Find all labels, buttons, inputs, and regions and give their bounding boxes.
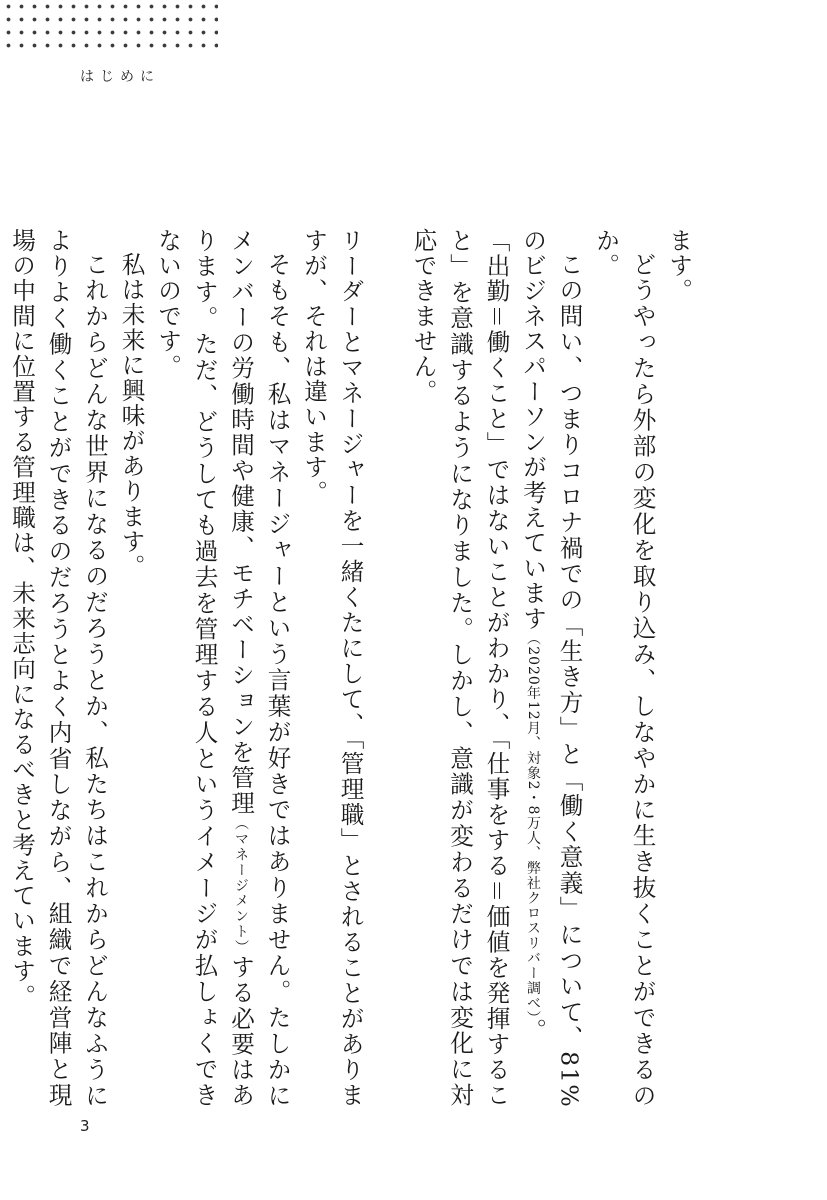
decorative-dot-pattern [0,0,218,48]
paragraph-3-end: 。 [519,1018,547,1044]
page-number: 3 [80,1117,90,1135]
paragraph-5: リーダーとマネージャーを一緒くたにして、「管理職」とされることがありますが、それは違います。 [300,228,365,1108]
paragraph-2: どうやったら外部の変化を取り込み、しなやかに生き抜くことができるのか。 [592,228,657,1108]
body-text [4,228,698,1108]
paragraph-8: これからどんな世界になるのだろうとか、私たちはこれからどんなふうによりよく働くことができるのだろうとよく内省しながら、組織で経営陣と現場の中間に位置する管理職は、未来志向になるべきと考えています。 [8,228,109,1108]
paragraph-3 [515,228,588,1108]
management-note: （マネージメント） [233,816,249,955]
paragraph-3-text: この問い、つまりコロナ禍での「生き方」と「働く意義」について、81%のビジネスパーソンが考えています [519,228,584,1108]
paragraph-1: ます。 [665,228,693,304]
survey-note: （2020年12月、対象2・8万人、弊社クロスリバー調べ） [525,631,541,1019]
paragraph-6-text: そもそも、私はマネージャーという言葉が好きではありません。たしかにメンバーの労働時間や健康、モチベーションを管理 [227,228,292,1108]
paragraph-spacer [369,228,406,1108]
paragraph-4: 「出勤＝働くこと」ではないことがわかり、「仕事をする＝価値を発揮すること」を意識するようになりました。しかし、意識が変わるだけでは変化に対応できません。 [409,228,511,1108]
chapter-label: はじめに [80,69,160,85]
paragraph-6 [150,228,296,1108]
paragraph-7: 私は未来に興味があります。 [117,251,146,580]
paragraph-6-end: する必要はあります。ただ、どうしても過去を管理する人というイメージが払しょくできないのです。 [154,228,255,1108]
